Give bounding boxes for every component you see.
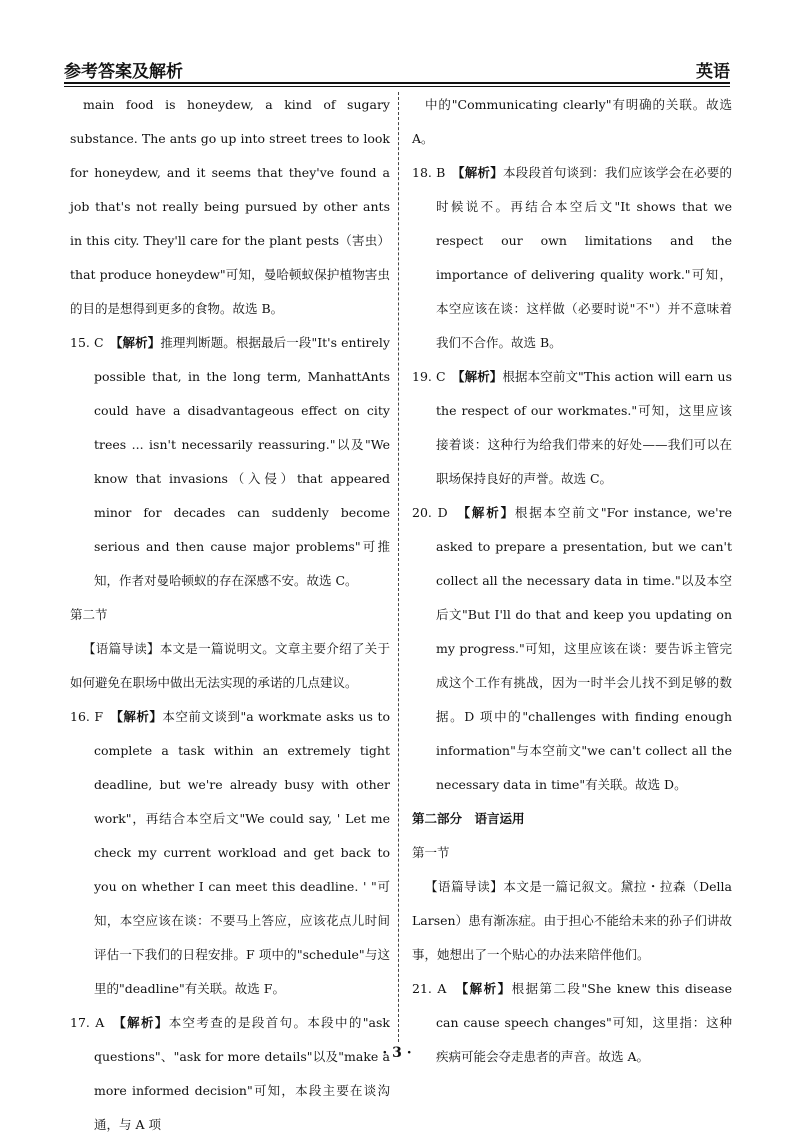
answer-q20	[412, 496, 732, 802]
header-rule-thin	[64, 86, 730, 87]
answer-q18	[412, 156, 732, 360]
answer-text: 根据第二段"She knew this disease can cause speech changes"可知，这里指：这种疾病可能会夺走患者的声音。故选 A。	[436, 981, 732, 1064]
heading-sec1: 第一节	[412, 845, 450, 860]
header-right-title: 英语	[696, 62, 730, 82]
header-rule	[64, 82, 730, 84]
answer-label: 20. D	[412, 505, 448, 520]
column-divider	[398, 92, 399, 1042]
answer-text: 推理判断题。根据最后一段"It's entirely possible that, in the long term, ManhattAnts could have a disadvantageous effect on city trees ... isn't necessarily reassuring."以及"We know that invasions（入侵）that appeared minor for decades can suddenly become serious and then cause major problems"可推知，作者对曼哈顿蚁的存在深感不安。故选 C。	[94, 335, 390, 588]
guide-guide2: 【语篇导读】本文是一篇说明文。文章主要介绍了关于如何避免在职场中做出无法实现的承诺的几点建议。	[70, 641, 390, 690]
guide-guide3: 【语篇导读】本文是一篇记叙文。黛拉・拉森（Della Larsen）患有渐冻症。由于担心不能给未来的孙子们讲故事，她想出了一个贴心的办法来陪伴他们。	[412, 879, 732, 962]
answer-label: 16. F	[70, 709, 104, 724]
header-left-title: 参考答案及解析	[64, 62, 183, 82]
answer-label: 15. C	[70, 335, 104, 350]
analysis-tag: 【解析】	[463, 505, 515, 520]
analysis-tag: 【解析】	[461, 981, 512, 996]
analysis-tag: 【解析】	[116, 709, 163, 724]
right-column	[412, 88, 732, 1074]
answer-q15	[70, 326, 390, 598]
left-column	[70, 88, 390, 1142]
answer-label: 17. A	[70, 1015, 105, 1030]
answer-q16	[70, 700, 390, 1006]
answer-text: 根据本空前文"This action will earn us the respect of our workmates."可知，这里应该接着谈：这种行为给我们带来的好处——我们可以在职场保持良好的声誉。故选 C。	[436, 369, 732, 486]
answer-text: 本空考查的是段首句。本段中的"ask questions"、"ask for more details"以及"make a more informed decision"可知，本段主要在谈沟通，与 A 项	[94, 1015, 390, 1132]
answer-text: 本段段首句谈到：我们应该学会在必要的时候说不。再结合本空后文"It shows that we respect our own limitations and the importance of delivering quality work."可知，本空应该在谈：这样做（必要时说"不"）并不意味着我们不合作。故选 B。	[436, 165, 732, 350]
analysis-tag: 【解析】	[458, 165, 503, 180]
analysis-tag: 【解析】	[458, 369, 503, 384]
answer-text: 根据本空前文"For instance, we're asked to prepare a presentation, but we can't collect all the necessary data in time."以及本空后文"But I'll do that and keep you updating on my progress."可知，这里应该在谈：要告诉主管完成这个工作有挑战，因为一时半会儿找不到足够的数据。D 项中的"challenges with finding enough information"与本空前文"we can't collect all the necessary data in time"有关联。故选 D。	[436, 505, 732, 792]
answer-text: 本空前文谈到"a workmate asks us to complete a task within an extremely tight deadline, but we're already busy with other work"，再结合本空后文"We could say, ' Let me check my current workload and get back to you on whether I can meet this deadline. ' "可知，本空应该在谈：不要马上答应，应该花点儿时间评估一下我们的日程安排。F 项中的"schedule"与这里的"deadline"有关联。故选 F。	[94, 709, 390, 996]
plain-cont17: 中的"Communicating clearly"有明确的关联。故选 A。	[412, 97, 732, 146]
heading-bold-part2: 第二部分 语言运用	[412, 811, 525, 826]
heading-sec2: 第二节	[70, 607, 108, 622]
page-number: · 3 ·	[382, 1045, 412, 1061]
plain-cont14: main food is honeydew, a kind of sugary substance. The ants go up into street trees to look for honeydew, and it seems that they've found a job that's not really being pursued by other ants in this city. They'll care for the plant pests（害虫）that produce honeydew"可知，曼哈顿蚁保护植物害虫的目的是想得到更多的食物。故选 B。	[70, 97, 390, 316]
analysis-tag: 【解析】	[116, 335, 161, 350]
analysis-tag: 【解析】	[119, 1015, 169, 1030]
answer-q19	[412, 360, 732, 496]
answer-label: 21. A	[412, 981, 447, 996]
answer-label: 19. C	[412, 369, 446, 384]
page-header	[64, 52, 730, 82]
answer-label: 18. B	[412, 165, 446, 180]
